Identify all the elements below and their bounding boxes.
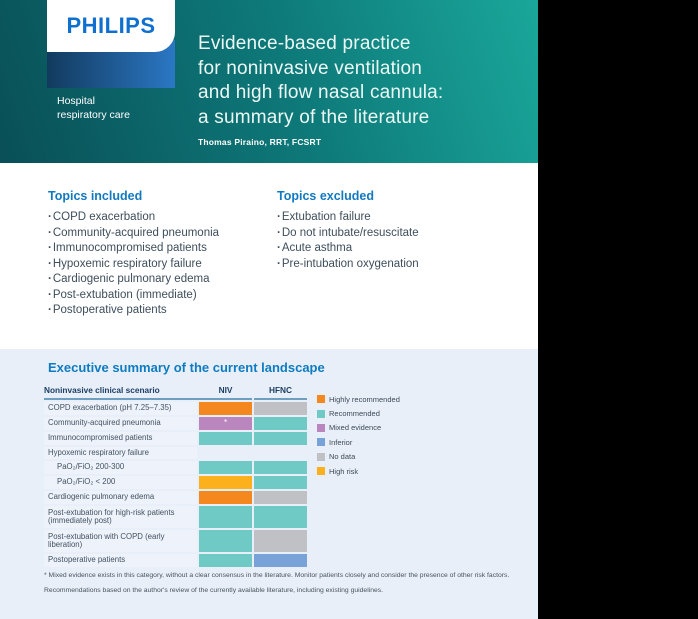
division-label — [57, 95, 130, 122]
title-line-3: and high flow nasal cannula: — [198, 82, 444, 103]
topic-item: · Post-extubation (immediate) — [48, 288, 278, 304]
row-label: PaO₂/FiO₂ 200-300 — [44, 461, 197, 474]
table-subheader-row — [44, 447, 307, 459]
table-body — [44, 402, 307, 567]
row-label: Post-extubation for high-risk patients (immediately post) — [44, 506, 197, 528]
topic-item: · Cardiogenic pulmonary edema — [48, 272, 278, 288]
table-row — [44, 432, 307, 445]
niv-cell — [199, 554, 252, 567]
recommendation-table — [44, 385, 307, 569]
high-risk-swatch — [317, 467, 325, 475]
topic-item: · Pre-intubation oxygenation — [277, 257, 507, 273]
topic-item: · Hypoxemic respiratory failure — [48, 257, 278, 273]
executive-summary-heading: Executive summary of the current landscape — [48, 360, 325, 375]
legend-item: Mixed evidence — [317, 421, 400, 435]
legend-item: Inferior — [317, 435, 400, 449]
footnote-mixed-evidence: * Mixed evidence exists in this category, without a clear consensus in the literature. Monitor patients closely and consider the presence of other risk factors. — [44, 572, 510, 579]
no-data-swatch — [317, 453, 325, 461]
hfnc-cell — [254, 417, 307, 430]
niv-cell — [199, 476, 252, 489]
title-line-4: a summary of the literature — [198, 106, 430, 128]
topics-included-section — [48, 189, 278, 319]
division-line-2: respiratory care — [57, 108, 130, 121]
niv-cell — [199, 491, 252, 504]
title-line-2: for noninvasive ventilation — [198, 57, 423, 79]
legend-item: No data — [317, 450, 400, 464]
table-row — [44, 506, 307, 528]
footnote-recommendations: Recommendations based on the author's review of the currently available literature, including existing guidelines. — [44, 587, 384, 594]
table-row — [44, 530, 307, 552]
topics-included-list — [48, 210, 278, 319]
niv-cell — [199, 506, 252, 528]
row-label: PaO₂/FiO₂ < 200 — [44, 476, 197, 489]
topic-item: · Postoperative patients — [48, 303, 278, 319]
table-row — [44, 554, 307, 567]
hfnc-cell — [254, 506, 307, 528]
footnotes — [44, 572, 514, 602]
division-line-1: Hospital — [57, 95, 95, 107]
table-row — [44, 417, 307, 430]
philips-logo — [47, 0, 175, 121]
niv-cell — [199, 530, 252, 552]
hfnc-cell — [254, 461, 307, 474]
row-label: Hypoxemic respiratory failure — [44, 447, 197, 459]
topics-excluded-section — [277, 189, 507, 272]
author-byline: Thomas Piraino, RRT, FCSRT — [198, 137, 322, 147]
highly-recommended-swatch — [317, 395, 325, 403]
title-line-1: Evidence-based practice — [198, 33, 411, 54]
row-label: COPD exacerbation (pH 7.25–7.35) — [44, 402, 197, 415]
topics-excluded-heading: Topics excluded — [277, 189, 375, 203]
topic-item: · Acute asthma — [277, 241, 507, 257]
executive-summary-section — [0, 349, 538, 619]
topic-item: · Community-acquired pneumonia — [48, 226, 278, 242]
legend-item: High risk — [317, 464, 400, 478]
topic-item: · Immunocompromised patients — [48, 241, 278, 257]
row-label: Postoperative patients — [44, 554, 197, 567]
table-row — [44, 491, 307, 504]
niv-cell — [199, 447, 252, 459]
mixed-evidence-asterisk: * — [223, 418, 228, 427]
niv-cell — [199, 417, 252, 430]
topics-included-heading: Topics included — [48, 189, 143, 203]
hfnc-cell — [254, 432, 307, 445]
topic-item: · Do not intubate/resuscitate — [277, 226, 507, 242]
column-header-hfnc: HFNC — [254, 385, 307, 400]
hfnc-cell — [254, 476, 307, 489]
niv-cell — [199, 402, 252, 415]
hfnc-cell — [254, 402, 307, 415]
legend-item: Highly recommended — [317, 392, 400, 406]
column-header-scenario: Noninvasive clinical scenario — [44, 385, 160, 395]
row-label: Post-extubation with COPD (early liberation) — [44, 530, 197, 552]
niv-cell — [199, 432, 252, 445]
table-header-row — [44, 385, 307, 400]
hfnc-cell — [254, 530, 307, 552]
header-banner — [0, 0, 538, 163]
topic-item: · Extubation failure — [277, 210, 507, 226]
topics-excluded-list — [277, 210, 507, 272]
philips-wordmark-box — [47, 0, 175, 52]
niv-cell — [199, 461, 252, 474]
column-header-niv: NIV — [218, 385, 233, 395]
row-label: Cardiogenic pulmonary edema — [44, 491, 197, 504]
hfnc-cell — [254, 554, 307, 567]
table-row — [44, 461, 307, 474]
recommended-swatch — [317, 410, 325, 418]
topic-item: · COPD exacerbation — [48, 210, 278, 226]
row-label: Community-acquired pneumonia — [44, 417, 197, 430]
legend-item: Recommended — [317, 406, 400, 420]
hfnc-cell — [254, 447, 307, 459]
legend — [317, 392, 400, 478]
hfnc-cell — [254, 491, 307, 504]
philips-wordmark: PHILIPS — [66, 13, 156, 38]
row-label: Immunocompromised patients — [44, 432, 197, 445]
mixed-evidence-swatch — [317, 424, 325, 432]
inferior-swatch — [317, 438, 325, 446]
table-row — [44, 476, 307, 489]
table-row — [44, 402, 307, 415]
page-title — [198, 32, 443, 130]
